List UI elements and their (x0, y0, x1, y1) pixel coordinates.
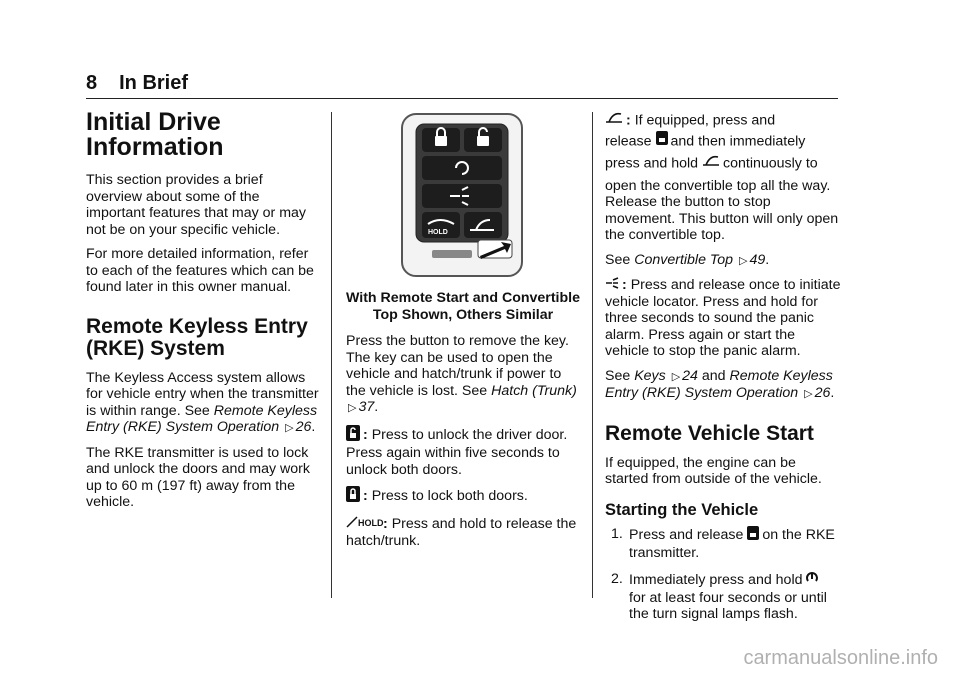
step-2-text-b: for at least four seconds or until the turn signal lamps flash. (629, 589, 827, 623)
svg-text:HOLD: HOLD (428, 229, 448, 236)
hatch-paragraph: HOLD : Press and hold to release the hatch/trunk. (346, 515, 577, 549)
keys-page: 24 (682, 367, 698, 384)
keys-link[interactable]: Keys (634, 367, 666, 384)
step-2-text-a: Immediately press and hold (629, 572, 803, 589)
rke-link[interactable]: Remote Keyless Entry (RKE) System Operation (86, 402, 318, 435)
step-1 (605, 526, 841, 561)
arrow-icon: ▷ (804, 388, 813, 401)
and-label: and (701, 367, 726, 384)
lock-paragraph: : Press to lock both doors. (346, 486, 582, 507)
rke-heading: Remote Keyless Entry (RKE) System (86, 314, 308, 360)
hatch-page: 37 (358, 399, 375, 415)
locator-paragraph: : Press and release once to initiate vehicle locator. Press and hold for three seconds to sound the panic alarm. Press again or start the vehicle to stop the panic alarm. (605, 277, 841, 360)
column-divider-1 (331, 112, 332, 598)
convertible-top-icon (605, 110, 623, 131)
section-title: In Brief (119, 72, 189, 94)
column-3 (605, 110, 841, 633)
remote-start-paragraph: If equipped, the engine can be started from outside of the vehicle. (605, 454, 822, 488)
convertible-see: See Convertible Top ▷ 49. (605, 251, 770, 268)
conv-text-b: release (605, 133, 652, 150)
rke-link-2[interactable]: Remote Keyless Entry (RKE) System Operation (605, 367, 833, 402)
conv-text-c: and then immediately (670, 133, 806, 150)
intro-paragraph: This section provides a brief overview about some of the important features that may or may not be on your specific vehicle. (86, 172, 306, 238)
starting-steps (605, 526, 841, 623)
unlock-paragraph: : Press to unlock the driver door. Press again within five seconds to unlock both doors. (346, 426, 568, 478)
key-paragraph: Press the button to remove the key. The key can be used to open the vehicle and hatch/trunk if power to the vehicle is lost. See Hatch (Trunk) ▷ 37. (346, 333, 577, 415)
transmitter-paragraph: The RKE transmitter is used to lock and unlock the doors and may work up to 60 m (197 ft) away from the vehicle. (86, 444, 310, 510)
step-1-text-b: on the RKE transmitter. (629, 527, 835, 561)
see-label-2: See (605, 367, 631, 384)
page-title: Initial Drive Information (86, 108, 224, 161)
arrow-icon: ▷ (348, 402, 357, 414)
unlock-text: Press to unlock the driver door. Press again within five seconds to unlock both doors. (346, 426, 568, 478)
conv-text-a: If equipped, press and (634, 112, 776, 129)
rke-page-2: 26 (814, 385, 831, 402)
key-text: Press the button to remove the key. The key can be used to open the vehicle and hatch/trunk if power to the vehicle is lost. See (346, 333, 569, 399)
hatch-link[interactable]: Hatch (Trunk) (491, 382, 577, 399)
convertible-top-icon (702, 153, 720, 174)
step-1-number: 1. (611, 526, 623, 543)
convertible-page: 49 (749, 251, 766, 268)
page-header (86, 72, 188, 95)
header-rule (86, 98, 838, 99)
convertible-paragraph-cont: open the convertible top all the way. Release the button to stop movement. This button will only open the convertible top. (605, 177, 839, 244)
see-label: See (605, 251, 631, 268)
lock-icon (747, 526, 759, 545)
keyless-paragraph: The Keyless Access system allows for vehicle entry when the transmitter is within range. See Remote Keyless Entry (RKE) System Operation ▷ 26. (86, 369, 319, 435)
convertible-link[interactable]: Convertible Top (634, 251, 734, 268)
step-2 (605, 571, 841, 623)
keys-see: See Keys ▷ 24 and Remote Keyless Entry (RKE) System Operation ▷ 26. (605, 367, 835, 402)
unlock-icon (346, 425, 360, 446)
lock-icon (346, 486, 360, 507)
conv-text-d: press and hold (605, 154, 699, 171)
figure-caption (338, 290, 588, 323)
lock-text: Press to lock both doors. (371, 488, 528, 504)
conv-text-e: continuously to (723, 154, 818, 171)
site-watermark: carmanualsonline.info (743, 647, 938, 669)
keyless-text: The Keyless Access system allows for vehicle entry when the transmitter is within range. See (86, 369, 319, 419)
caption-line-2: Top Shown, Others Similar (372, 306, 554, 323)
column-1 (86, 110, 322, 519)
reference-paragraph: For more detailed information, refer to each of the features which can be found later in this owner manual. (86, 246, 314, 295)
unlock-icon (656, 131, 668, 152)
remote-start-heading: Remote Vehicle Start (605, 421, 814, 445)
column-2 (346, 110, 582, 558)
key-fob-illustration (392, 110, 532, 282)
rke-page: 26 (295, 419, 312, 435)
step-2-number: 2. (611, 571, 623, 588)
locator-text: Press and release once to initiate vehicle locator. Press and hold for three seconds to sound the panic alarm. Press again or start the vehicle to stop the panic alarm. (605, 277, 841, 360)
hatch-release-icon (346, 515, 384, 534)
arrow-icon: ▷ (285, 422, 294, 434)
step-1-text-a: Press and release (629, 527, 744, 544)
svg-text:HOLD: HOLD (358, 517, 384, 528)
caption-line-1: With Remote Start and Convertible (346, 290, 580, 306)
page-number: 8 (86, 72, 98, 94)
remote-start-icon (806, 571, 818, 590)
vehicle-locator-icon (605, 277, 619, 294)
starting-heading: Starting the Vehicle (605, 500, 759, 519)
hatch-text: Press and hold to release the hatch/trunk. (346, 515, 577, 549)
arrow-icon: ▷ (739, 254, 748, 267)
column-divider-2 (592, 112, 593, 598)
arrow-icon: ▷ (671, 370, 681, 383)
convertible-paragraph: : If equipped, press and release and then immediately press and hold continuously to (605, 110, 841, 174)
